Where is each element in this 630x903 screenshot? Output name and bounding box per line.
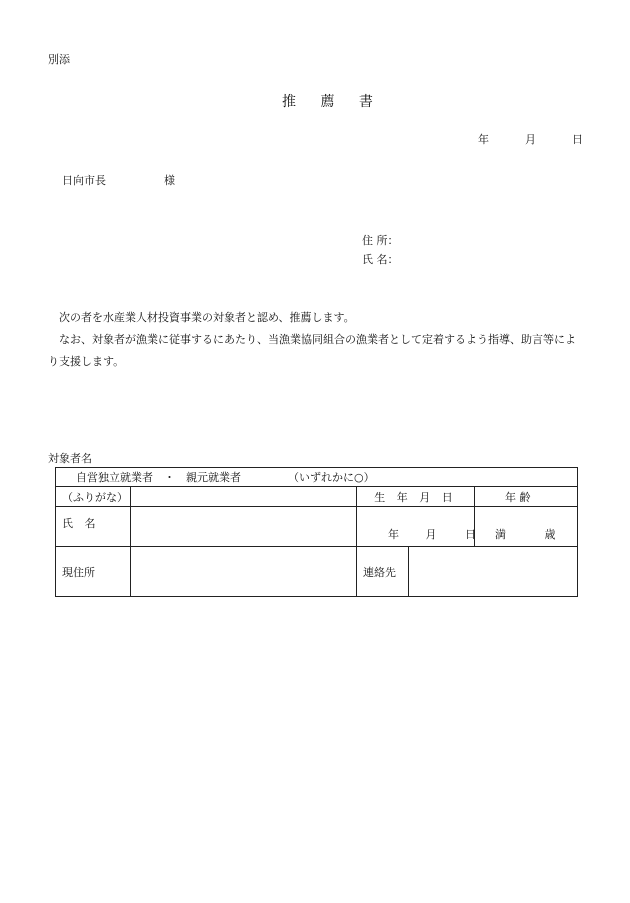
document-title: 推 薦 書 (282, 94, 383, 110)
type-option-family-business: 親元就業者 (186, 471, 241, 484)
age-label (475, 487, 578, 507)
birth-date-label: 生 年 月 日 (357, 487, 475, 507)
name-label: 氏 名 (56, 507, 131, 547)
attachment-label: 別添 (48, 53, 70, 66)
furigana-row (56, 487, 578, 507)
type-separator: ・ (164, 471, 175, 484)
current-address-field[interactable] (131, 547, 357, 597)
body-paragraph-2: なお、対象者が漁業に従事するにあたり、当漁業協同組合の漁業者として定着するよう指導、助言等により支援します。 (48, 333, 576, 368)
type-row (56, 468, 578, 487)
type-instruction: （いずれかに○） (288, 471, 375, 484)
contact-field[interactable] (409, 547, 578, 597)
birth-year-label: 年 (388, 528, 399, 541)
target-person-table (55, 467, 578, 597)
furigana-field[interactable] (131, 487, 357, 507)
type-option-self-employed: 自営独立就業者 (76, 471, 153, 484)
age-label-year: 年 齢 (505, 490, 531, 504)
body-paragraph-1: 次の者を水産業人材投資事業の対象者と認め、推薦します。 (59, 311, 355, 324)
addressee-mayor: 日向市長 (62, 174, 106, 187)
name-row (56, 507, 578, 547)
type-cell (56, 468, 578, 487)
birth-date-field[interactable] (357, 507, 475, 547)
date-day-label: 日 (572, 133, 583, 146)
recommender-address-label: 住 所： (362, 234, 399, 247)
birth-day-label: 日 (465, 528, 476, 541)
name-field[interactable] (131, 507, 357, 547)
age-field[interactable] (475, 507, 578, 547)
current-address-label: 現住所 (56, 547, 131, 597)
address-row (56, 547, 578, 597)
furigana-label: （ふりがな） (56, 487, 131, 507)
date-year-label: 年 (478, 133, 489, 146)
age-full-label: 満 (495, 528, 506, 541)
contact-label: 連絡先 (357, 547, 409, 597)
recommender-name-label: 氏 名： (362, 253, 399, 266)
date-month-label: 月 (525, 133, 536, 146)
addressee-honorific: 様 (164, 174, 175, 187)
birth-month-label: 月 (425, 528, 437, 541)
target-section-label: 対象者名 (48, 452, 92, 465)
age-unit-label: 歳 (544, 528, 556, 541)
